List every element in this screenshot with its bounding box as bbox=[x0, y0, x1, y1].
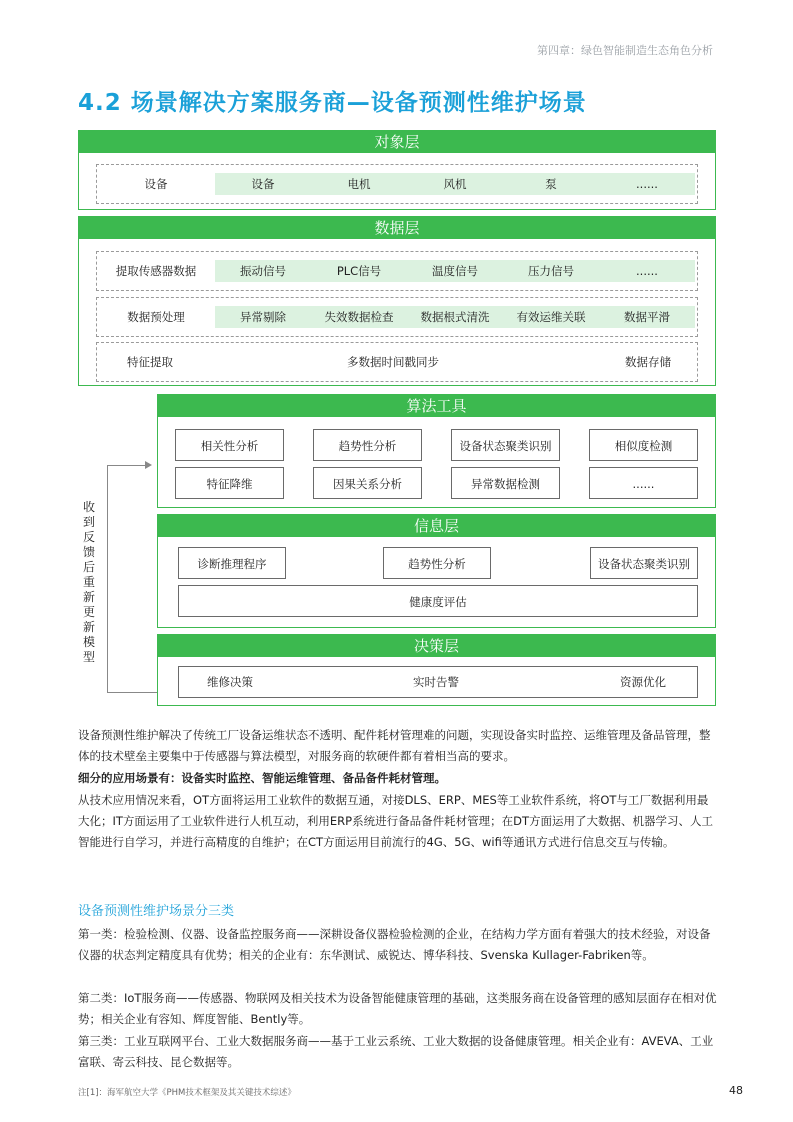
data-layer-title: 数据层 bbox=[79, 217, 715, 239]
algorithm-box: 特征降维 bbox=[175, 467, 284, 499]
signal-chip: ...... bbox=[599, 260, 695, 282]
signal-chip: 温度信号 bbox=[407, 260, 503, 282]
object-chip: ...... bbox=[599, 173, 695, 195]
preprocess-chip: 数据根式清洗 bbox=[407, 306, 503, 328]
info-box: 设备状态聚类识别 bbox=[590, 547, 698, 579]
signal-chip: PLC信号 bbox=[311, 260, 407, 282]
algorithm-box: 相似度检测 bbox=[589, 429, 698, 461]
algorithm-box: 趋势性分析 bbox=[313, 429, 422, 461]
intro-paragraph: 设备预测性维护解决了传统工厂设备运维状态不透明、配件耗材管理难的问题，实现设备实时监控、运维管理及备品管理，整体的技术壁垒主要集中于传感器与算法模型，对服务商的软硬件都有着相当高的要求。 bbox=[78, 728, 711, 763]
row-label: 提取传感器数据 bbox=[115, 264, 197, 278]
page-title: 4.2 场景解决方案服务商—设备预测性维护场景 bbox=[78, 90, 587, 116]
feedback-line-bottom bbox=[107, 692, 157, 693]
timestamp-sync-label: 多数据时间戳同步 bbox=[347, 355, 439, 369]
decision-layer-title: 决策层 bbox=[158, 635, 715, 657]
category-1: 第一类：检验检测、仪器、设备监控服务商——深耕设备仪器检验检测的企业，在结构力学方面有着强大的技术经验，对设备仪器的状态判定精度具有优势；相关的企业有：东华测试、威锐达、博华科技、Svenska Kullager-Fabriken等。 bbox=[78, 927, 711, 962]
algorithm-box: 相关性分析 bbox=[175, 429, 284, 461]
preprocess-chip: 数据平滑 bbox=[599, 306, 695, 328]
object-chip: 设备 bbox=[215, 173, 311, 195]
row-label: 设备 bbox=[144, 177, 168, 191]
algorithm-title: 算法工具 bbox=[158, 395, 715, 417]
decision-layer-panel bbox=[157, 634, 716, 706]
object-layer-panel bbox=[78, 130, 716, 210]
algorithm-box: 异常数据检测 bbox=[451, 467, 560, 499]
object-chip: 泵 bbox=[503, 173, 599, 195]
decision-item: 资源优化 bbox=[620, 675, 666, 689]
feedback-label: 收到反馈后重新更新模型 bbox=[82, 500, 95, 664]
health-assessment-box: 健康度评估 bbox=[178, 585, 698, 617]
preprocess-chip: 异常剔除 bbox=[215, 306, 311, 328]
object-layer-row bbox=[96, 164, 698, 204]
category-2: 第二类：IoT服务商——传感器、物联网及相关技术为设备智能健康管理的基础，这类服务商在设备管理的感知层面存在相对优势；相关企业有容知、辉度智能、Bently等。 bbox=[78, 991, 717, 1026]
footnote: 注[1]：海军航空大学《PHM技术框架及其关键技术综述》 bbox=[78, 1088, 296, 1098]
object-chip: 电机 bbox=[311, 173, 407, 195]
info-box: 诊断推理程序 bbox=[178, 547, 286, 579]
data-storage-label: 数据存储 bbox=[625, 355, 671, 369]
decision-row bbox=[178, 666, 698, 698]
feedback-arrow-icon bbox=[145, 461, 152, 469]
data-layer-row-1 bbox=[96, 251, 698, 291]
scenario-paragraph: 细分的应用场景有：设备实时监控、智能运维管理、备品备件耗材管理。 bbox=[78, 771, 446, 785]
page-number: 48 bbox=[729, 1084, 743, 1097]
category-3: 第三类：工业互联网平台、工业大数据服务商——基于工业云系统、工业大数据的设备健康管理。相关企业有：AVEVA、工业富联、寄云科技、昆仑数据等。 bbox=[78, 1034, 714, 1069]
signal-chip: 振动信号 bbox=[215, 260, 311, 282]
decision-item: 实时告警 bbox=[413, 675, 459, 689]
decision-item: 维修决策 bbox=[207, 675, 253, 689]
data-layer-row-2 bbox=[96, 297, 698, 337]
object-chip: 风机 bbox=[407, 173, 503, 195]
info-layer-panel bbox=[157, 514, 716, 628]
signal-chip: 压力信号 bbox=[503, 260, 599, 282]
algorithm-box: 设备状态聚类识别 bbox=[451, 429, 560, 461]
info-box: 趋势性分析 bbox=[383, 547, 491, 579]
algorithm-box: ...... bbox=[589, 467, 698, 499]
feedback-line-vertical bbox=[107, 465, 108, 693]
algorithm-panel bbox=[157, 394, 716, 508]
preprocess-chip: 有效运维关联 bbox=[503, 306, 599, 328]
category-heading: 设备预测性维护场景分三类 bbox=[78, 904, 235, 919]
row-label: 数据预处理 bbox=[127, 310, 185, 324]
tech-paragraph: 从技术应用情况来看，OT方面将运用工业软件的数据互通，对接DLS、ERP、MES等工业软件系统，将OT与工厂数据利用最大化；IT方面运用了工业软件进行人机互动，利用ERP系统进行备品备件耗材管理；在DT方面运用了大数据、机器学习、人工智能进行自学习，并进行高精度的自维护；在CT方面运用目前流行的4G、5G、wifi等通讯方式进行信息交互与传输。 bbox=[78, 793, 713, 849]
algorithm-box: 因果关系分析 bbox=[313, 467, 422, 499]
preprocess-chip: 失效数据检查 bbox=[311, 306, 407, 328]
data-layer-row-3 bbox=[96, 342, 698, 382]
object-layer-title: 对象层 bbox=[79, 131, 715, 153]
info-layer-title: 信息层 bbox=[158, 515, 715, 537]
data-layer-panel bbox=[78, 216, 716, 386]
chapter-header: 第四章：绿色智能制造生态角色分析 bbox=[537, 44, 713, 57]
feedback-line-top bbox=[107, 465, 147, 466]
feature-extract-label: 特征提取 bbox=[127, 355, 173, 369]
